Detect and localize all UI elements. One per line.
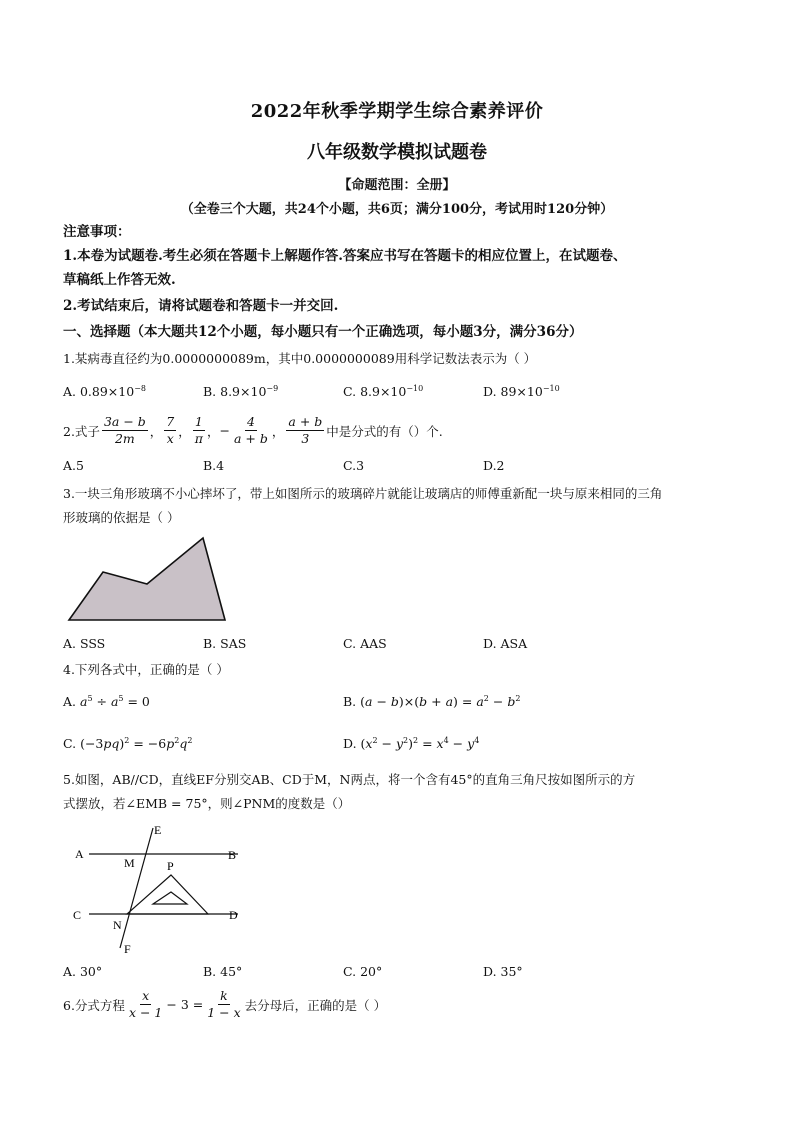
fraction: $\frac{a + b}{3}$ [288, 414, 323, 446]
fraction: $\frac{4}{a + b}$ [233, 414, 268, 446]
label-n: N [113, 918, 122, 932]
q1-stem: 1.某病毒直径约为0.0000000089m，其中0.0000000089用科学记数法表示为（ ） [63, 351, 537, 366]
q5-option-c: C. 20° [343, 964, 383, 979]
line-ef [120, 828, 153, 948]
q3-option-c: C. AAS [343, 636, 387, 651]
label-c: C [73, 908, 82, 922]
label-b: B [228, 848, 237, 862]
q1-option-c: C. $8.9\times 10^{-10}$ [343, 384, 424, 400]
fraction: $\frac{1}{\pi}$ [194, 414, 203, 446]
q2-stem: 2.式子 $\frac{3a - b}{2m}$ ， $\frac{7}{x}$ ， $\frac{1}{\pi}$ ， − $\frac{4}{a + b}$ ， $\frac{a + b}{3}$ 中是分式的有（）个. [63, 414, 443, 446]
glass-fragment-figure [63, 532, 233, 624]
label-a: A [75, 847, 84, 861]
note-1-line-1: 1.本卷为试题卷.考生必须在答题卡上解题作答.答案应书写在答题卡的相应位置上，在试题卷、 [63, 248, 627, 264]
exam-info: （全卷三个大题，共24个小题，共6页；满分100分，考试用时120分钟） [180, 202, 614, 217]
q4-stem: 4.下列各式中，正确的是（ ） [63, 662, 229, 677]
glass-fragment-shape [69, 538, 225, 620]
notes-heading: 注意事项： [63, 224, 131, 240]
exam-scope: 【命题范围：全册】 [338, 178, 456, 193]
q4-option-a: A. $a^5 \div a^5 = 0$ [63, 694, 150, 710]
note-2: 2.考试结束后，请将试题卷和答题卡一并交回. [63, 298, 339, 314]
q6-stem: 6.分式方程 $\frac{x}{x - 1}$ − 3 = $\frac{k}{1 - x}$ 去分母后，正确的是（ ） [63, 988, 387, 1020]
q4-option-c: C. $(-3pq)^2 = -6p^2q^2$ [63, 736, 193, 752]
q3-option-d: D. ASA [483, 636, 528, 651]
q3-option-a: A. SSS [63, 636, 106, 651]
q3-stem-line-2: 形玻璃的依据是（ ） [63, 510, 180, 525]
note-1-line-2: 草稿纸上作答无效. [63, 272, 176, 288]
q4-option-d: D. $(x^2 - y^2)^2 = x^4 - y^4$ [343, 736, 480, 752]
q3-option-b: B. SAS [203, 636, 247, 651]
q5-option-d: D. 35° [483, 964, 523, 979]
label-p: P [167, 859, 174, 873]
parallel-lines-figure [63, 820, 253, 956]
exam-title: 2022年秋季学期学生综合素养评价 [250, 101, 544, 122]
exam-subtitle: 八年级数学模拟试题卷 [307, 142, 487, 163]
label-e: E [154, 823, 162, 837]
q2-option-c: C.3 [343, 458, 365, 473]
set-square-inner [153, 892, 187, 904]
q1-option-d: D. $89\times 10^{-10}$ [483, 384, 560, 400]
fraction: $\frac{k}{1 - x}$ [207, 988, 241, 1020]
label-m: M [124, 856, 135, 870]
label-d: D [229, 908, 238, 922]
q4-option-b: B. $(a - b)\times(b + a) = a^2 - b^2$ [343, 694, 521, 710]
q2-option-d: D.2 [483, 458, 505, 473]
q3-stem-line-1: 3.一块三角形玻璃不小心摔坏了，带上如图所示的玻璃碎片就能让玻璃店的师傅重新配一块与原来相同的三角 [63, 486, 663, 501]
q2-option-a: A.5 [63, 458, 84, 473]
section-1-heading: 一、选择题（本大题共12个小题，每小题只有一个正确选项，每小题3分，满分36分） [63, 324, 583, 340]
q5-option-b: B. 45° [203, 964, 243, 979]
q1-option-b: B. $8.9\times 10^{-9}$ [203, 384, 279, 400]
fraction: $\frac{x}{x - 1}$ [128, 988, 163, 1020]
q5-stem-line-2: 式摆放，若∠EMB = 75°，则∠PNM的度数是（） [63, 796, 351, 811]
label-f: F [124, 942, 131, 956]
q5-option-a: A. 30° [63, 964, 103, 979]
q1-option-a: A. $0.89\times 10^{-8}$ [63, 384, 146, 400]
fraction: $\frac{7}{x}$ [166, 414, 175, 446]
q2-option-b: B.4 [203, 458, 225, 473]
q5-stem-line-1: 5.如图，AB//CD，直线EF分别交AB、CD于M，N两点，将一个含有45°的直角三角尺按如图所示的方 [63, 772, 636, 787]
fraction: $\frac{3a - b}{2m}$ [103, 414, 146, 446]
